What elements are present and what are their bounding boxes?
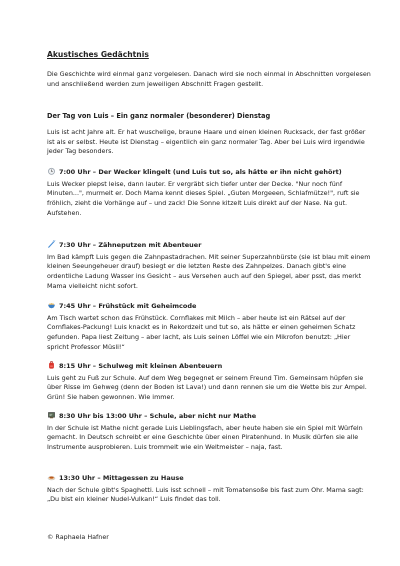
section-heading-text: 7:30 Uhr – Zähneputzen mit Abenteuer — [59, 241, 202, 249]
section-school — [47, 411, 373, 453]
story-intro-paragraph: Luis ist acht Jahre alt. Er hat wuschelige, braune Haare und einen kleinen Rucksack, der fast größer ist als er selbst. Heute ist Dienstag – eigentlich ein ganz normaler Tag. Aber bei Luis wird irgendwie jeder Tag besonders. — [47, 128, 366, 156]
section-body: Am Tisch wartet schon das Frühstück. Cornflakes mit Milch – aber heute ist ein Rätsel auf der Cornflakes-Packung! Luis knackt es in Rekordzeit und tut so, als hätte er einen geheimen Schatz gefunden. Papa liest Zeitung – aber lacht, als Luis seinen Löffel wie ein Mikrofon benutzt: „Hier spricht Professor Müsli!“ — [47, 313, 356, 351]
cereal-bowl-icon — [47, 301, 56, 309]
section-heading — [47, 411, 373, 422]
section-wake-up — [47, 167, 373, 218]
instructions-paragraph: Die Geschichte wird einmal ganz vorgelesen. Danach wird sie noch einmal in Abschnitten vorgelesen und anschließend werden zum jeweiligen Abschnitt Fragen gestellt. — [47, 70, 371, 88]
toothbrush-icon — [47, 240, 56, 248]
section-heading — [47, 167, 373, 178]
section-heading — [47, 301, 373, 312]
section-heading — [47, 473, 373, 484]
section-body: In der Schule ist Mathe nicht gerade Luis Lieblingsfach, aber heute haben sie ein Spiel mit Würfeln gemacht. In Deutsch schreibt er eine Geschichte über einen Piratenhund. In Musik dürfen sie alle Instrumente ausprobieren. Luis trommelt wie ein Weltmeister – naja, fast. — [47, 423, 363, 451]
section-heading-text: 7:45 Uhr – Frühstück mit Geheimcode — [59, 302, 197, 310]
section-breakfast — [47, 301, 373, 352]
section-body: Nach der Schule gibt's Spaghetti. Luis isst schnell – mit Tomatensoße bis fast zum Ohr. Mama sagt: „Du bist ein kleiner Nudel-Vulkan!“ Luis findet das toll. — [47, 485, 364, 504]
section-body: Luis Wecker piepst leise, dann lauter. Er vergräbt sich tiefer unter der Decke. "Nur noch fünf Minuten...", murmelt er. Doch Mama kennt dieses Spiel. „Guten Morgeeen, Schlafmütze!", ruft sie fröhlich, zieht die Vorhänge auf – und zack! Die Sonne kitzelt Luis direkt auf der Nase. Na gut. Aufstehen. — [47, 179, 360, 217]
section-heading-text: 8:30 Uhr bis 13:00 Uhr – Schule, aber nicht nur Mathe — [59, 412, 257, 420]
copyright-footer: © Raphaela Hafner — [47, 533, 109, 541]
document-title: Akustisches Gedächtnis — [47, 50, 149, 59]
section-body: Im Bad kämpft Luis gegen die Zahnpastadrachen. Mit seiner Superzahnbürste (sie ist blau mit einem kleinen Seeungeheuer drauf) besiegt er die letzten Reste des Zahnpelzes. Danach gibt's eine ordentliche Ladung Wasser ins Gesicht – aus Versehen auch auf den Spiegel, aber psst, das merkt Mama vielleicht nicht sofort. — [47, 252, 371, 290]
alarm-clock-icon — [47, 167, 56, 175]
section-heading — [47, 361, 373, 372]
backpack-icon — [47, 361, 56, 369]
section-heading-text: 8:15 Uhr – Schulweg mit kleinen Abenteuern — [59, 362, 223, 370]
story-title: Der Tag von Luis – Ein ganz normaler (besonderer) Dienstag — [47, 112, 271, 120]
section-lunch — [47, 473, 373, 505]
section-heading — [47, 240, 373, 251]
spaghetti-icon — [47, 473, 56, 481]
section-heading-text: 7:00 Uhr – Der Wecker klingelt (und Luis tut so, als hätte er ihn nicht gehört) — [59, 168, 342, 176]
section-brushing — [47, 240, 373, 291]
school-icon — [47, 411, 56, 419]
section-body: Luis geht zu Fuß zur Schule. Auf dem Weg begegnet er seinem Freund Tim. Gemeinsam hüpfen sie über Risse im Gehweg (denn der Boden ist Lava!) und dann rennen sie um die Wette bis zur Ampel. Grün! Sie haben gewonnen. Wie immer. — [47, 373, 367, 401]
section-school-way — [47, 361, 373, 403]
section-heading-text: 13:30 Uhr – Mittagessen zu Hause — [59, 474, 184, 482]
